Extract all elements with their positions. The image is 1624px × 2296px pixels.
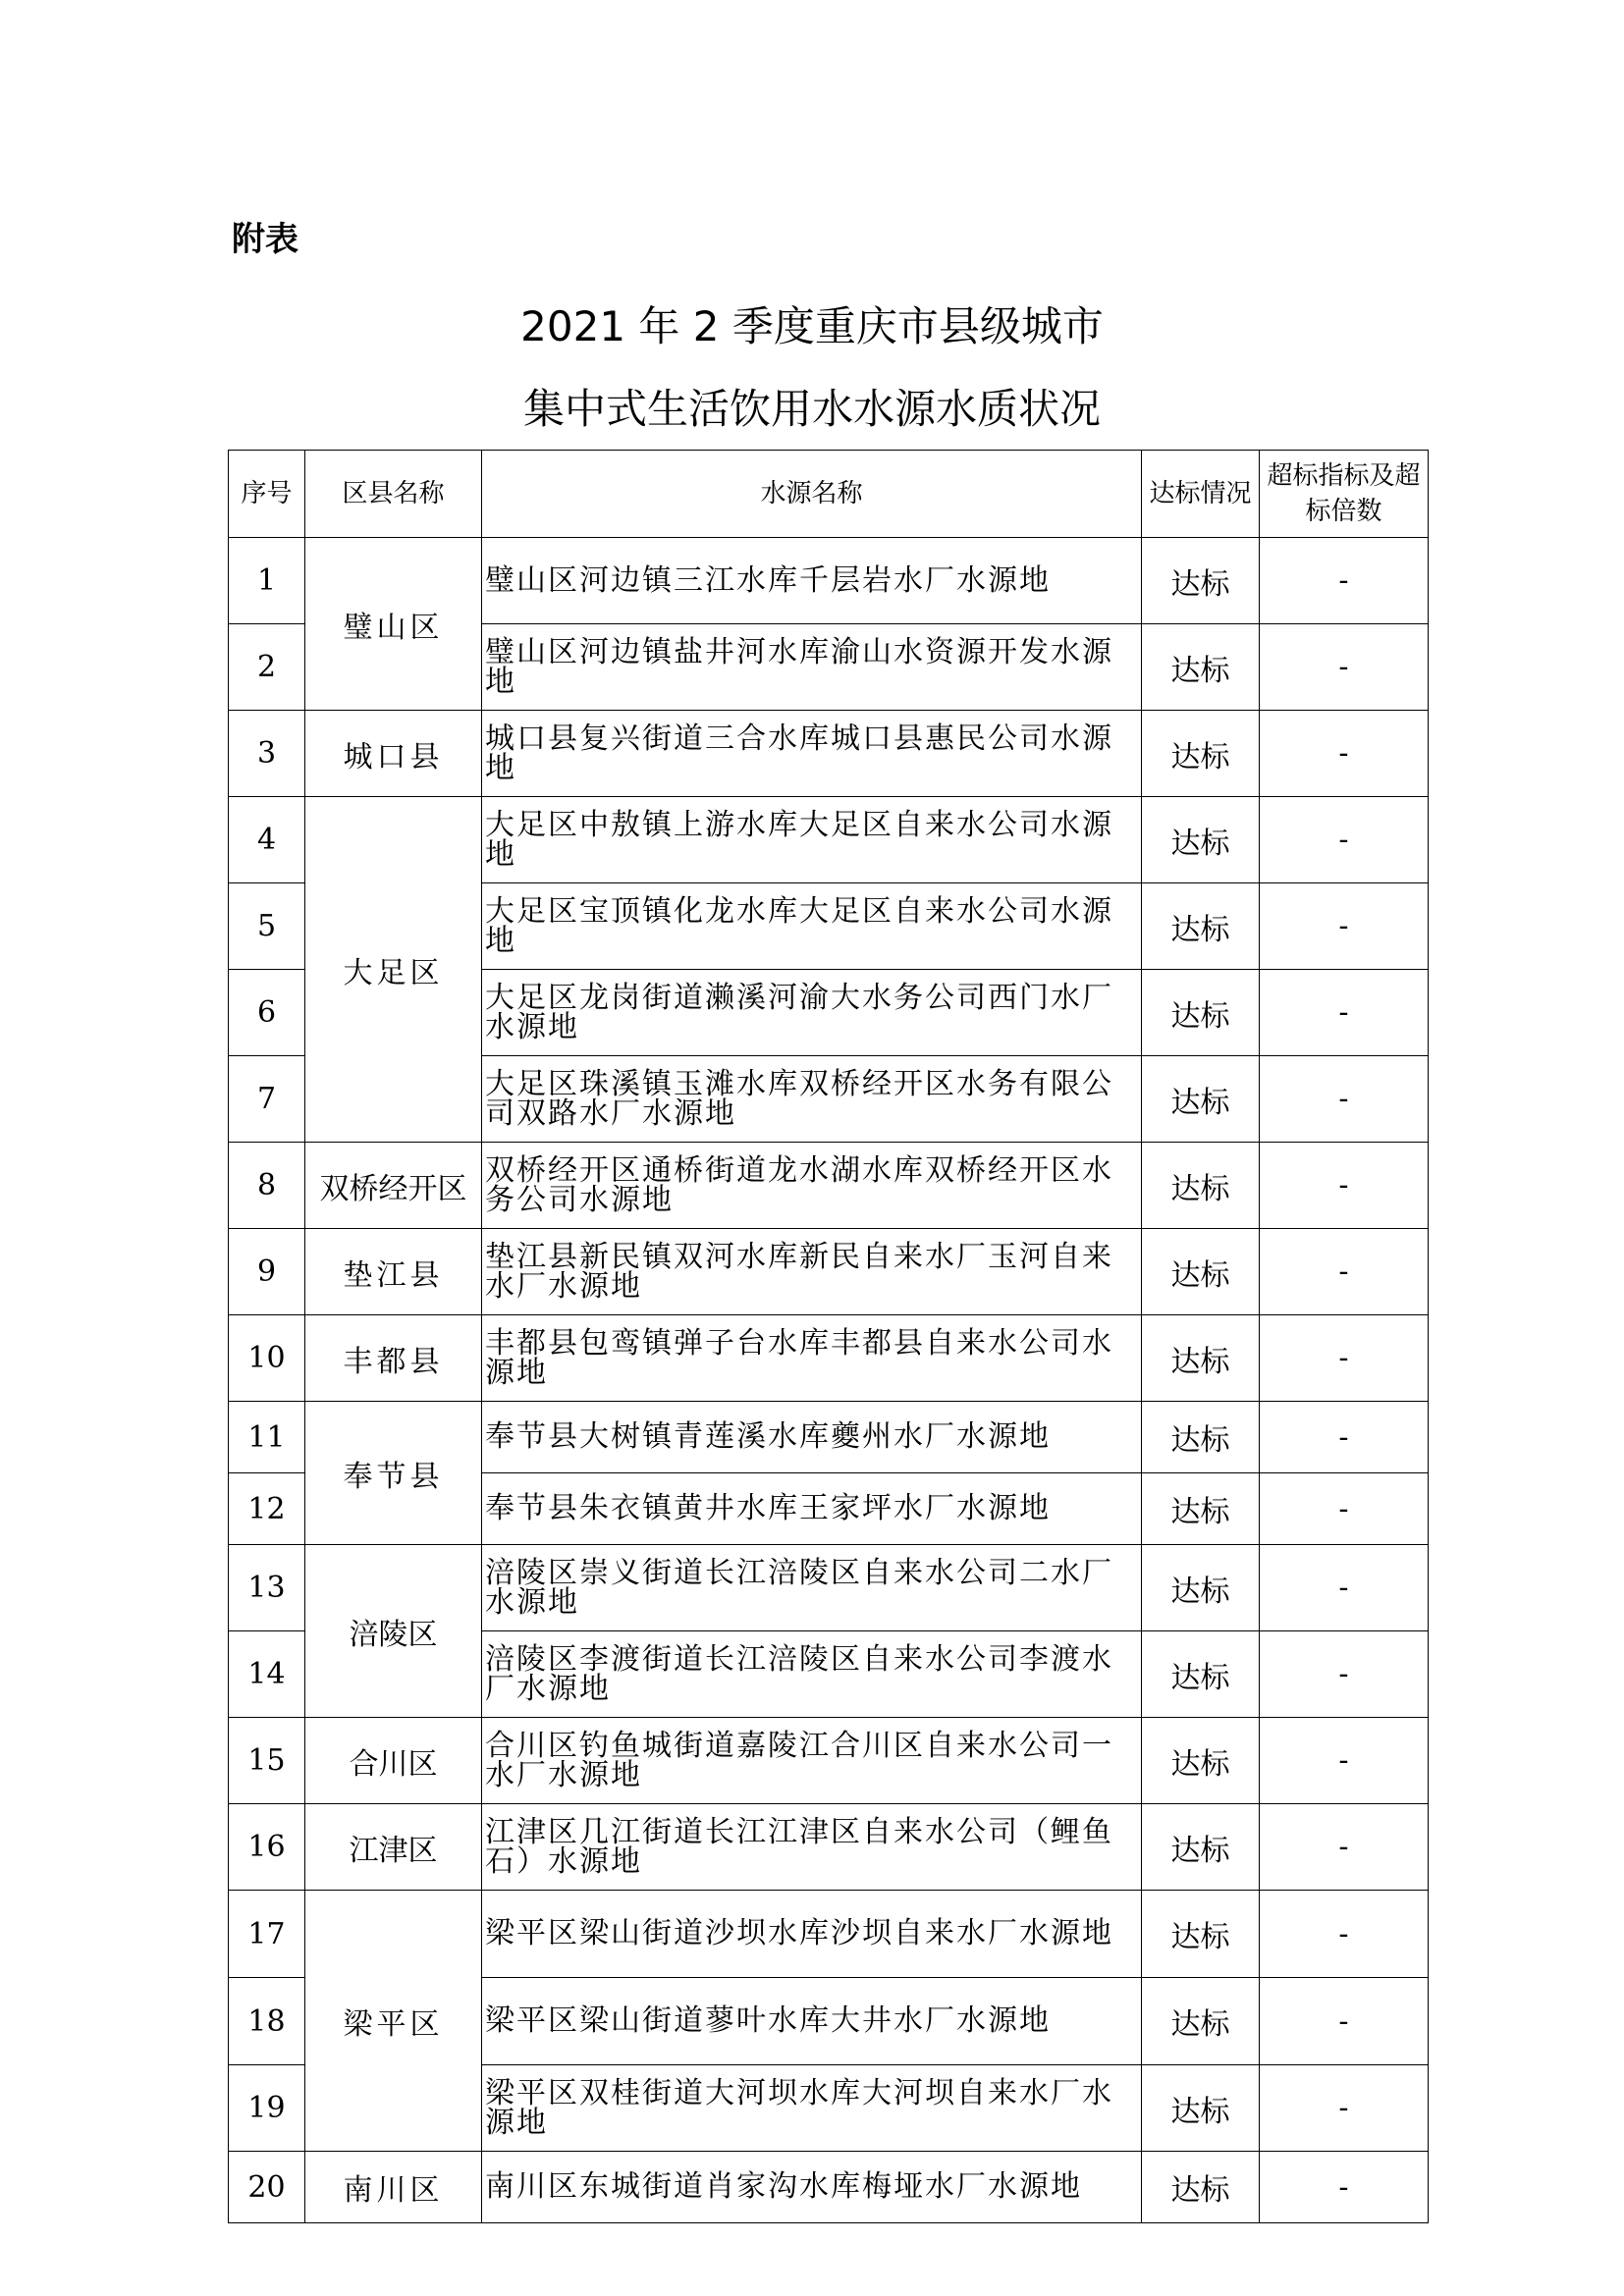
table-header-row [229,451,1429,538]
table-row [229,1402,1429,1473]
district-cell: 双桥经开区 [305,1143,482,1229]
water-quality-table [228,450,1429,2223]
source-cell: 江津区几江街道长江江津区自来水公司（鲤鱼石）水源地 [482,1804,1142,1891]
exceed-cell: - [1260,711,1429,797]
exceed-cell: - [1260,1229,1429,1315]
exceed-cell: - [1260,1473,1429,1545]
seq-cell: 3 [229,711,305,797]
exceed-cell: - [1260,2152,1429,2223]
page-subtitle: 集中式生活饮用水水源水质状况 [522,385,1101,433]
header-status: 达标情况 [1142,451,1260,538]
status-cell: 达标 [1142,1229,1260,1315]
source-cell: 垫江县新民镇双河水库新民自来水厂玉河自来水厂水源地 [482,1229,1142,1315]
status-cell: 达标 [1142,1056,1260,1143]
source-cell: 梁平区梁山街道沙坝水库沙坝自来水厂水源地 [482,1891,1142,1978]
table-row [229,1804,1429,1891]
seq-cell: 13 [229,1545,305,1631]
exceed-cell: - [1260,970,1429,1056]
status-cell: 达标 [1142,1315,1260,1402]
seq-cell: 17 [229,1891,305,1978]
table-row [229,797,1429,883]
status-cell: 达标 [1142,1402,1260,1473]
exceed-cell: - [1260,1315,1429,1402]
seq-cell: 10 [229,1315,305,1402]
source-cell: 奉节县朱衣镇黄井水库王家坪水厂水源地 [482,1473,1142,1545]
district-cell: 江津区 [305,1804,482,1891]
header-district: 区县名称 [305,451,482,538]
status-cell: 达标 [1142,1631,1260,1718]
source-cell: 城口县复兴街道三合水库城口县惠民公司水源地 [482,711,1142,797]
header-seq: 序号 [229,451,305,538]
status-cell: 达标 [1142,538,1260,624]
exceed-cell: - [1260,1804,1429,1891]
district-cell: 城口县 [305,711,482,797]
seq-cell: 9 [229,1229,305,1315]
source-cell: 丰都县包鸾镇弹子台水库丰都县自来水公司水源地 [482,1315,1142,1402]
source-cell: 梁平区双桂街道大河坝水库大河坝自来水厂水源地 [482,2065,1142,2152]
table-row [229,2152,1429,2223]
status-cell: 达标 [1142,1473,1260,1545]
district-cell: 大足区 [305,797,482,1143]
exceed-cell: - [1260,2065,1429,2152]
status-cell: 达标 [1142,797,1260,883]
district-cell: 丰都县 [305,1315,482,1402]
seq-cell: 16 [229,1804,305,1891]
status-cell: 达标 [1142,1143,1260,1229]
table-row [229,1545,1429,1631]
exceed-cell: - [1260,1143,1429,1229]
district-cell: 璧山区 [305,538,482,711]
seq-cell: 12 [229,1473,305,1545]
district-cell: 南川区 [305,2152,482,2223]
district-cell: 合川区 [305,1718,482,1804]
attachment-label: 附表 [232,220,298,259]
seq-cell: 5 [229,883,305,970]
exceed-cell: - [1260,1978,1429,2065]
table-row [229,711,1429,797]
source-cell: 璧山区河边镇三江水库千层岩水厂水源地 [482,538,1142,624]
status-cell: 达标 [1142,970,1260,1056]
exceed-cell: - [1260,1718,1429,1804]
exceed-cell: - [1260,1891,1429,1978]
exceed-cell: - [1260,1545,1429,1631]
table-row [229,1315,1429,1402]
page-title: 2021 年 2 季度重庆市县级城市 [520,302,1104,350]
seq-cell: 4 [229,797,305,883]
seq-cell: 20 [229,2152,305,2223]
exceed-cell: - [1260,883,1429,970]
exceed-cell: - [1260,797,1429,883]
table-row [229,1718,1429,1804]
source-cell: 大足区龙岗街道濑溪河渝大水务公司西门水厂水源地 [482,970,1142,1056]
seq-cell: 11 [229,1402,305,1473]
status-cell: 达标 [1142,883,1260,970]
source-cell: 奉节县大树镇青莲溪水库夔州水厂水源地 [482,1402,1142,1473]
status-cell: 达标 [1142,1545,1260,1631]
status-cell: 达标 [1142,2065,1260,2152]
table-row [229,538,1429,624]
source-cell: 涪陵区李渡街道长江涪陵区自来水公司李渡水厂水源地 [482,1631,1142,1718]
seq-cell: 2 [229,624,305,711]
source-cell: 大足区中敖镇上游水库大足区自来水公司水源地 [482,797,1142,883]
exceed-cell: - [1260,538,1429,624]
source-cell: 涪陵区崇义街道长江涪陵区自来水公司二水厂水源地 [482,1545,1142,1631]
exceed-cell: - [1260,1402,1429,1473]
table-row [229,1143,1429,1229]
status-cell: 达标 [1142,1978,1260,2065]
district-cell: 垫江县 [305,1229,482,1315]
exceed-cell: - [1260,624,1429,711]
status-cell: 达标 [1142,1718,1260,1804]
source-cell: 合川区钓鱼城街道嘉陵江合川区自来水公司一水厂水源地 [482,1718,1142,1804]
seq-cell: 6 [229,970,305,1056]
status-cell: 达标 [1142,1891,1260,1978]
district-cell: 涪陵区 [305,1545,482,1718]
source-cell: 璧山区河边镇盐井河水库渝山水资源开发水源地 [482,624,1142,711]
source-cell: 大足区珠溪镇玉滩水库双桥经开区水务有限公司双路水厂水源地 [482,1056,1142,1143]
seq-cell: 14 [229,1631,305,1718]
source-cell: 南川区东城街道肖家沟水库梅垭水厂水源地 [482,2152,1142,2223]
exceed-cell: - [1260,1056,1429,1143]
seq-cell: 7 [229,1056,305,1143]
source-cell: 双桥经开区通桥街道龙水湖水库双桥经开区水务公司水源地 [482,1143,1142,1229]
status-cell: 达标 [1142,2152,1260,2223]
source-cell: 梁平区梁山街道蓼叶水库大井水厂水源地 [482,1978,1142,2065]
status-cell: 达标 [1142,711,1260,797]
header-source: 水源名称 [482,451,1142,538]
status-cell: 达标 [1142,624,1260,711]
source-cell: 大足区宝顶镇化龙水库大足区自来水公司水源地 [482,883,1142,970]
header-exceed: 超标指标及超标倍数 [1260,451,1429,538]
seq-cell: 19 [229,2065,305,2152]
seq-cell: 1 [229,538,305,624]
seq-cell: 18 [229,1978,305,2065]
status-cell: 达标 [1142,1804,1260,1891]
district-cell: 梁平区 [305,1891,482,2152]
district-cell: 奉节县 [305,1402,482,1545]
table-row [229,1891,1429,1978]
seq-cell: 8 [229,1143,305,1229]
seq-cell: 15 [229,1718,305,1804]
table-row [229,1229,1429,1315]
exceed-cell: - [1260,1631,1429,1718]
